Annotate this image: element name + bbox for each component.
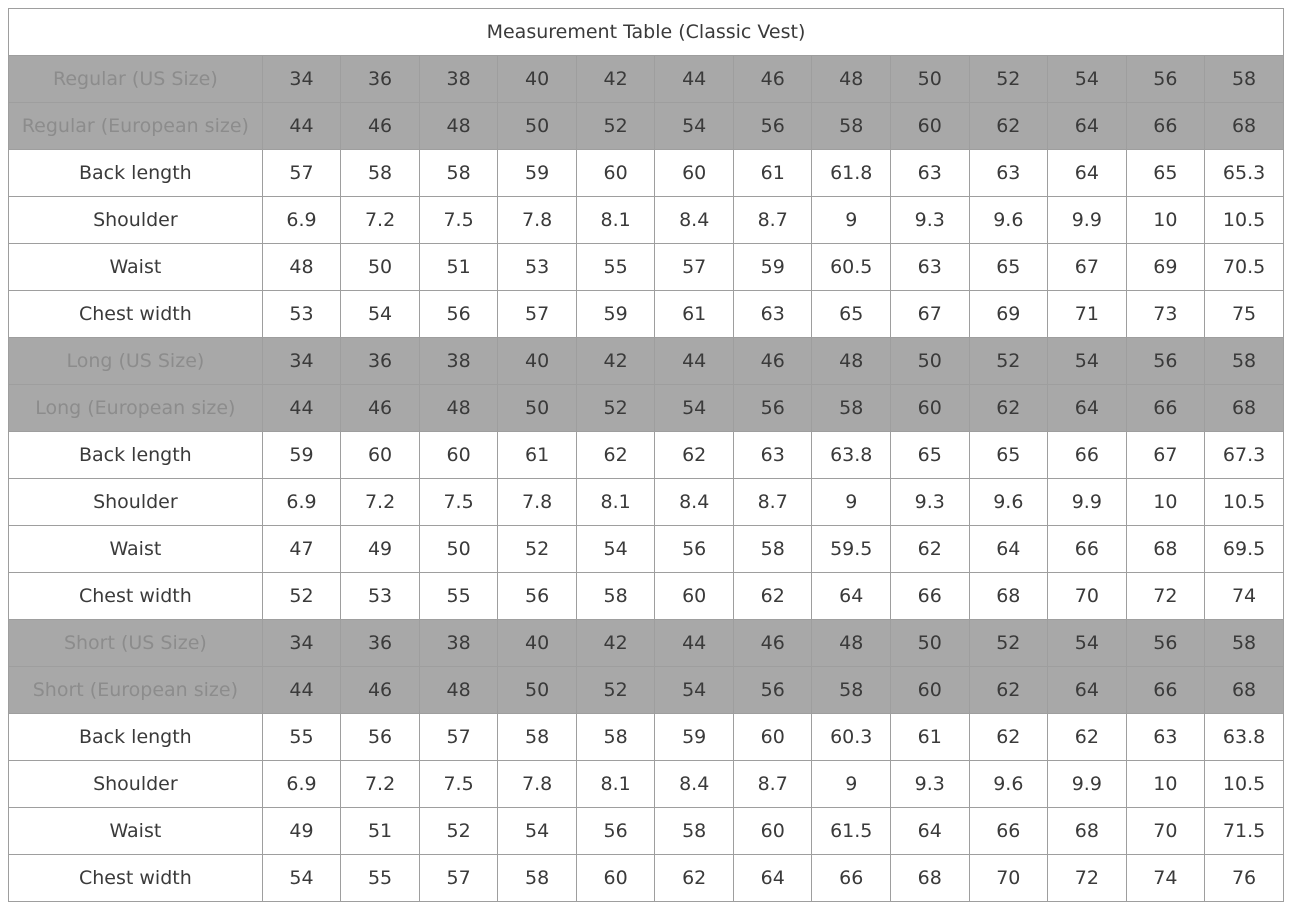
size-header-row-eu [9, 667, 1284, 714]
measurement-value: 72 [1048, 855, 1127, 902]
measurement-value: 66 [1048, 526, 1127, 573]
measurement-value: 62 [655, 432, 734, 479]
measurement-value: 59 [576, 291, 655, 338]
measurement-value: 9.3 [891, 197, 970, 244]
size-value-us: 58 [1205, 620, 1284, 667]
measurement-value: 55 [262, 714, 341, 761]
size-value-us: 44 [655, 338, 734, 385]
size-value-eu: 62 [969, 385, 1048, 432]
size-value-us: 42 [576, 338, 655, 385]
measurement-value: 74 [1205, 573, 1284, 620]
size-value-eu: 68 [1205, 103, 1284, 150]
measurement-value: 6.9 [262, 761, 341, 808]
size-header-row-us [9, 620, 1284, 667]
size-value-us: 38 [419, 56, 498, 103]
measurement-value: 62 [969, 714, 1048, 761]
measurement-value: 58 [341, 150, 420, 197]
size-value-us: 40 [498, 620, 577, 667]
measurement-value: 7.8 [498, 197, 577, 244]
measurement-value: 72 [1126, 573, 1205, 620]
size-value-us: 46 [733, 338, 812, 385]
measurement-value: 60 [341, 432, 420, 479]
measurement-value: 10.5 [1205, 197, 1284, 244]
size-value-eu: 50 [498, 667, 577, 714]
size-value-eu: 50 [498, 385, 577, 432]
measurement-value: 64 [969, 526, 1048, 573]
measurement-value: 7.5 [419, 197, 498, 244]
size-value-us: 38 [419, 620, 498, 667]
table-title-row [9, 9, 1284, 56]
measurement-value: 63 [733, 291, 812, 338]
size-header-row-eu [9, 385, 1284, 432]
size-value-us: 44 [655, 620, 734, 667]
measurement-value: 52 [262, 573, 341, 620]
measurement-value: 58 [576, 573, 655, 620]
measurement-label: Chest width [9, 291, 263, 338]
size-value-eu: 56 [733, 103, 812, 150]
measurement-value: 9 [812, 197, 891, 244]
measurement-value: 62 [891, 526, 970, 573]
size-value-eu: 48 [419, 385, 498, 432]
measurement-value: 54 [576, 526, 655, 573]
measurement-value: 66 [812, 855, 891, 902]
measurement-value: 9.9 [1048, 761, 1127, 808]
measurement-label: Shoulder [9, 479, 263, 526]
measurement-value: 50 [341, 244, 420, 291]
measurement-value: 67.3 [1205, 432, 1284, 479]
measurement-value: 63.8 [812, 432, 891, 479]
measurement-value: 7.2 [341, 197, 420, 244]
measurement-value: 10.5 [1205, 479, 1284, 526]
size-value-eu: 52 [576, 667, 655, 714]
measurement-value: 60 [733, 714, 812, 761]
measurement-value: 67 [1048, 244, 1127, 291]
size-value-us: 58 [1205, 338, 1284, 385]
measurement-value: 71.5 [1205, 808, 1284, 855]
measurement-value: 62 [1048, 714, 1127, 761]
size-value-us: 42 [576, 620, 655, 667]
size-value-us: 38 [419, 338, 498, 385]
size-value-us: 54 [1048, 338, 1127, 385]
measurement-value: 59.5 [812, 526, 891, 573]
size-value-eu: 60 [891, 385, 970, 432]
table-row [9, 714, 1284, 761]
measurement-value: 8.4 [655, 761, 734, 808]
measurement-label: Waist [9, 808, 263, 855]
size-value-eu: 56 [733, 385, 812, 432]
measurement-value: 58 [419, 150, 498, 197]
size-value-us: 54 [1048, 620, 1127, 667]
measurement-value: 66 [1048, 432, 1127, 479]
measurement-label: Chest width [9, 573, 263, 620]
measurement-value: 67 [1126, 432, 1205, 479]
size-value-us: 56 [1126, 620, 1205, 667]
measurement-value: 74 [1126, 855, 1205, 902]
measurement-value: 69 [969, 291, 1048, 338]
size-value-eu: 64 [1048, 385, 1127, 432]
measurement-value: 75 [1205, 291, 1284, 338]
size-value-us: 48 [812, 338, 891, 385]
measurement-value: 54 [498, 808, 577, 855]
measurement-value: 9 [812, 761, 891, 808]
measurement-value: 50 [419, 526, 498, 573]
size-value-us: 52 [969, 338, 1048, 385]
measurement-value: 8.7 [733, 197, 812, 244]
measurement-value: 58 [498, 855, 577, 902]
measurement-value: 9.6 [969, 479, 1048, 526]
size-value-us: 34 [262, 338, 341, 385]
measurement-table-body [9, 9, 1284, 902]
size-value-eu: 62 [969, 103, 1048, 150]
size-value-us: 58 [1205, 56, 1284, 103]
measurement-value: 69.5 [1205, 526, 1284, 573]
size-value-eu: 44 [262, 667, 341, 714]
measurement-label: Back length [9, 714, 263, 761]
size-value-eu: 52 [576, 385, 655, 432]
size-value-us: 56 [1126, 56, 1205, 103]
size-value-us: 40 [498, 338, 577, 385]
measurement-value: 10.5 [1205, 761, 1284, 808]
size-value-us: 46 [733, 56, 812, 103]
size-value-us: 50 [891, 338, 970, 385]
measurement-value: 68 [969, 573, 1048, 620]
measurement-value: 10 [1126, 479, 1205, 526]
measurement-value: 68 [1048, 808, 1127, 855]
measurement-value: 61 [891, 714, 970, 761]
size-value-us: 50 [891, 56, 970, 103]
measurement-value: 60.5 [812, 244, 891, 291]
size-header-label-eu: Long (European size) [9, 385, 263, 432]
measurement-value: 66 [891, 573, 970, 620]
size-value-eu: 58 [812, 103, 891, 150]
size-value-eu: 58 [812, 667, 891, 714]
measurement-value: 8.7 [733, 479, 812, 526]
measurement-value: 70 [969, 855, 1048, 902]
table-row [9, 197, 1284, 244]
measurement-value: 55 [576, 244, 655, 291]
measurement-label: Waist [9, 526, 263, 573]
measurement-label: Shoulder [9, 197, 263, 244]
measurement-value: 64 [733, 855, 812, 902]
size-value-us: 52 [969, 620, 1048, 667]
size-value-us: 48 [812, 620, 891, 667]
measurement-value: 52 [419, 808, 498, 855]
size-value-us: 36 [341, 338, 420, 385]
table-row [9, 150, 1284, 197]
size-value-us: 42 [576, 56, 655, 103]
measurement-value: 63 [891, 244, 970, 291]
measurement-value: 56 [576, 808, 655, 855]
size-value-eu: 46 [341, 385, 420, 432]
measurement-value: 57 [419, 855, 498, 902]
size-header-label-eu: Regular (European size) [9, 103, 263, 150]
size-value-us: 48 [812, 56, 891, 103]
size-header-label-us: Short (US Size) [9, 620, 263, 667]
measurement-label: Shoulder [9, 761, 263, 808]
measurement-value: 8.7 [733, 761, 812, 808]
measurement-value: 64 [891, 808, 970, 855]
measurement-value: 56 [655, 526, 734, 573]
measurement-value: 71 [1048, 291, 1127, 338]
size-header-label-eu: Short (European size) [9, 667, 263, 714]
table-row [9, 761, 1284, 808]
measurement-value: 63 [733, 432, 812, 479]
measurement-value: 57 [655, 244, 734, 291]
measurement-value: 59 [498, 150, 577, 197]
measurement-value: 53 [341, 573, 420, 620]
measurement-value: 8.1 [576, 197, 655, 244]
size-value-us: 56 [1126, 338, 1205, 385]
size-value-eu: 62 [969, 667, 1048, 714]
measurement-label: Chest width [9, 855, 263, 902]
measurement-value: 60 [576, 855, 655, 902]
measurement-value: 57 [419, 714, 498, 761]
measurement-label: Back length [9, 432, 263, 479]
measurement-value: 65 [891, 432, 970, 479]
size-value-eu: 54 [655, 103, 734, 150]
size-value-eu: 66 [1126, 385, 1205, 432]
measurement-value: 65 [969, 432, 1048, 479]
measurement-value: 68 [1126, 526, 1205, 573]
measurement-value: 7.5 [419, 761, 498, 808]
size-value-us: 54 [1048, 56, 1127, 103]
size-value-us: 52 [969, 56, 1048, 103]
size-value-eu: 58 [812, 385, 891, 432]
measurement-value: 61 [498, 432, 577, 479]
size-value-us: 36 [341, 620, 420, 667]
measurement-value: 56 [498, 573, 577, 620]
measurement-value: 8.1 [576, 761, 655, 808]
measurement-value: 57 [262, 150, 341, 197]
size-value-eu: 66 [1126, 667, 1205, 714]
measurement-value: 70 [1126, 808, 1205, 855]
size-value-us: 36 [341, 56, 420, 103]
size-value-eu: 44 [262, 385, 341, 432]
size-header-row-us [9, 338, 1284, 385]
measurement-value: 61 [655, 291, 734, 338]
measurement-value: 9.3 [891, 761, 970, 808]
measurement-value: 58 [733, 526, 812, 573]
table-row [9, 808, 1284, 855]
measurement-value: 68 [891, 855, 970, 902]
measurement-value: 58 [655, 808, 734, 855]
measurement-value: 53 [262, 291, 341, 338]
measurement-value: 76 [1205, 855, 1284, 902]
size-value-us: 50 [891, 620, 970, 667]
size-value-eu: 56 [733, 667, 812, 714]
measurement-value: 61 [733, 150, 812, 197]
size-value-eu: 54 [655, 385, 734, 432]
table-row [9, 479, 1284, 526]
measurement-value: 7.8 [498, 761, 577, 808]
measurement-value: 58 [576, 714, 655, 761]
measurement-value: 7.8 [498, 479, 577, 526]
measurement-value: 60.3 [812, 714, 891, 761]
measurement-value: 60 [655, 150, 734, 197]
size-value-eu: 64 [1048, 667, 1127, 714]
measurement-value: 73 [1126, 291, 1205, 338]
size-value-eu: 54 [655, 667, 734, 714]
size-value-eu: 66 [1126, 103, 1205, 150]
size-value-eu: 64 [1048, 103, 1127, 150]
measurement-value: 54 [341, 291, 420, 338]
measurement-value: 60 [733, 808, 812, 855]
size-value-eu: 44 [262, 103, 341, 150]
measurement-value: 58 [498, 714, 577, 761]
size-value-us: 40 [498, 56, 577, 103]
size-value-us: 34 [262, 56, 341, 103]
measurement-value: 9.9 [1048, 197, 1127, 244]
measurement-value: 47 [262, 526, 341, 573]
measurement-value: 10 [1126, 761, 1205, 808]
size-value-eu: 60 [891, 667, 970, 714]
table-row [9, 526, 1284, 573]
size-header-row-us [9, 56, 1284, 103]
measurement-table [8, 8, 1284, 902]
measurement-value: 6.9 [262, 479, 341, 526]
table-row [9, 573, 1284, 620]
measurement-value: 62 [576, 432, 655, 479]
size-value-eu: 48 [419, 103, 498, 150]
measurement-value: 52 [498, 526, 577, 573]
measurement-value: 56 [341, 714, 420, 761]
size-header-row-eu [9, 103, 1284, 150]
measurement-value: 9.3 [891, 479, 970, 526]
measurement-value: 63 [891, 150, 970, 197]
measurement-value: 65.3 [1205, 150, 1284, 197]
measurement-value: 10 [1126, 197, 1205, 244]
size-value-eu: 46 [341, 103, 420, 150]
measurement-value: 9.6 [969, 761, 1048, 808]
measurement-value: 60 [655, 573, 734, 620]
measurement-value: 65 [1126, 150, 1205, 197]
measurement-value: 8.1 [576, 479, 655, 526]
measurement-value: 61.8 [812, 150, 891, 197]
measurement-value: 51 [419, 244, 498, 291]
size-value-eu: 60 [891, 103, 970, 150]
size-value-eu: 52 [576, 103, 655, 150]
size-value-eu: 48 [419, 667, 498, 714]
measurement-value: 49 [262, 808, 341, 855]
table-title: Measurement Table (Classic Vest) [9, 9, 1284, 56]
size-value-us: 44 [655, 56, 734, 103]
measurement-value: 8.4 [655, 197, 734, 244]
size-value-eu: 68 [1205, 385, 1284, 432]
measurement-value: 70 [1048, 573, 1127, 620]
measurement-value: 66 [969, 808, 1048, 855]
measurement-value: 60 [419, 432, 498, 479]
measurement-value: 60 [576, 150, 655, 197]
measurement-value: 65 [969, 244, 1048, 291]
table-row [9, 432, 1284, 479]
measurement-value: 59 [655, 714, 734, 761]
measurement-value: 69 [1126, 244, 1205, 291]
measurement-label: Back length [9, 150, 263, 197]
measurement-value: 9.9 [1048, 479, 1127, 526]
measurement-value: 7.5 [419, 479, 498, 526]
size-value-us: 46 [733, 620, 812, 667]
size-header-label-us: Long (US Size) [9, 338, 263, 385]
measurement-value: 55 [341, 855, 420, 902]
measurement-value: 7.2 [341, 761, 420, 808]
measurement-value: 57 [498, 291, 577, 338]
measurement-value: 62 [733, 573, 812, 620]
measurement-value: 63.8 [1205, 714, 1284, 761]
measurement-value: 63 [969, 150, 1048, 197]
measurement-value: 64 [812, 573, 891, 620]
measurement-value: 65 [812, 291, 891, 338]
measurement-value: 51 [341, 808, 420, 855]
measurement-value: 55 [419, 573, 498, 620]
measurement-value: 59 [262, 432, 341, 479]
measurement-value: 63 [1126, 714, 1205, 761]
measurement-value: 49 [341, 526, 420, 573]
size-value-eu: 68 [1205, 667, 1284, 714]
measurement-value: 64 [1048, 150, 1127, 197]
measurement-value: 9.6 [969, 197, 1048, 244]
measurement-value: 67 [891, 291, 970, 338]
measurement-value: 70.5 [1205, 244, 1284, 291]
measurement-label: Waist [9, 244, 263, 291]
measurement-value: 53 [498, 244, 577, 291]
measurement-value: 56 [419, 291, 498, 338]
size-value-eu: 46 [341, 667, 420, 714]
measurement-value: 48 [262, 244, 341, 291]
size-value-us: 34 [262, 620, 341, 667]
size-header-label-us: Regular (US Size) [9, 56, 263, 103]
measurement-value: 9 [812, 479, 891, 526]
measurement-value: 6.9 [262, 197, 341, 244]
size-value-eu: 50 [498, 103, 577, 150]
table-row [9, 855, 1284, 902]
measurement-value: 8.4 [655, 479, 734, 526]
measurement-value: 62 [655, 855, 734, 902]
table-row [9, 244, 1284, 291]
measurement-value: 54 [262, 855, 341, 902]
measurement-value: 61.5 [812, 808, 891, 855]
table-row [9, 291, 1284, 338]
measurement-value: 7.2 [341, 479, 420, 526]
measurement-value: 59 [733, 244, 812, 291]
